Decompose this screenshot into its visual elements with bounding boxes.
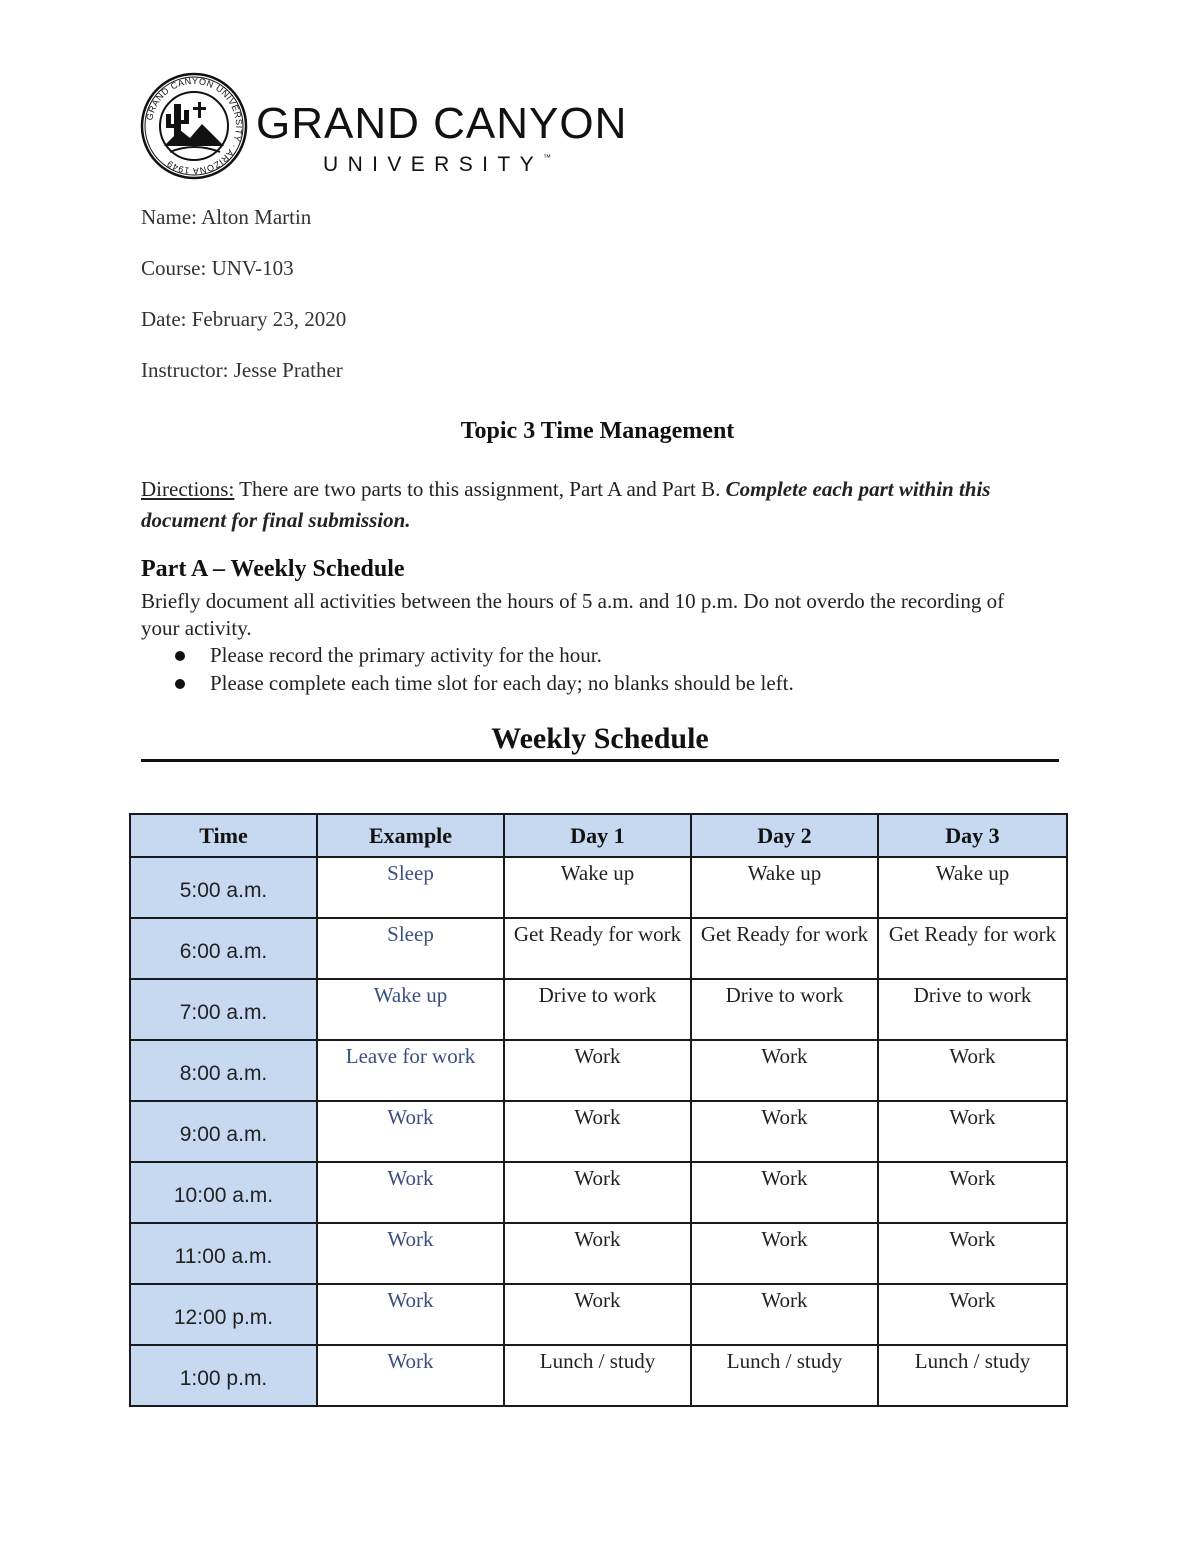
instructor: Instructor: Jesse Prather	[141, 358, 343, 382]
day-3-cell: Work	[878, 1284, 1067, 1345]
time-cell: 10:00 a.m.	[130, 1162, 317, 1223]
table-row	[130, 1101, 1067, 1162]
day-3-cell: Lunch / study	[878, 1345, 1067, 1406]
day-1-cell: Get Ready for work	[504, 918, 691, 979]
time-cell: 5:00 a.m.	[130, 857, 317, 918]
day-2-cell: Drive to work	[691, 979, 878, 1040]
title-divider	[141, 759, 1059, 762]
example-cell: Sleep	[317, 918, 504, 979]
day-3-cell: Wake up	[878, 857, 1067, 918]
time-cell: 6:00 a.m.	[130, 918, 317, 979]
table-row	[130, 1162, 1067, 1223]
day-3-cell: Work	[878, 1101, 1067, 1162]
day-1-cell: Work	[504, 1162, 691, 1223]
day-1-cell: Wake up	[504, 857, 691, 918]
weekly-schedule-table	[129, 813, 1068, 1407]
header-day-3: Day 3	[878, 814, 1067, 857]
example-cell: Work	[317, 1101, 504, 1162]
header-day-2: Day 2	[691, 814, 878, 857]
day-3-cell: Work	[878, 1162, 1067, 1223]
day-1-cell: Work	[504, 1223, 691, 1284]
university-logo	[140, 72, 628, 184]
time-cell: 12:00 p.m.	[130, 1284, 317, 1345]
example-cell: Work	[317, 1162, 504, 1223]
day-2-cell: Lunch / study	[691, 1345, 878, 1406]
example-cell: Sleep	[317, 857, 504, 918]
day-2-cell: Work	[691, 1223, 878, 1284]
part-a-heading: Part A – Weekly Schedule	[141, 556, 405, 582]
day-1-cell: Work	[504, 1101, 691, 1162]
university-seal-icon	[140, 72, 248, 180]
table-row	[130, 1345, 1067, 1406]
day-2-cell: Wake up	[691, 857, 878, 918]
directions-text: There are two parts to this assignment, Part A and Part B.	[234, 477, 726, 501]
header-example: Example	[317, 814, 504, 857]
day-1-cell: Drive to work	[504, 979, 691, 1040]
example-cell: Wake up	[317, 979, 504, 1040]
course: Course: UNV-103	[141, 256, 294, 280]
table-row	[130, 979, 1067, 1040]
wordmark-grand-canyon: GRAND CANYON	[256, 99, 628, 148]
day-2-cell: Work	[691, 1101, 878, 1162]
day-2-cell: Work	[691, 1162, 878, 1223]
bullet-icon	[175, 679, 185, 689]
part-a-description: Briefly document all activities between the hours of 5 a.m. and 10 p.m. Do not overdo the recording of your activity.	[141, 589, 1005, 640]
time-cell: 7:00 a.m.	[130, 979, 317, 1040]
day-3-cell: Work	[878, 1040, 1067, 1101]
day-3-cell: Work	[878, 1223, 1067, 1284]
time-cell: 8:00 a.m.	[130, 1040, 317, 1101]
instruction-list	[170, 641, 794, 697]
date: Date: February 23, 2020	[141, 307, 347, 331]
example-cell: Leave for work	[317, 1040, 504, 1101]
day-1-cell: Work	[504, 1040, 691, 1101]
day-3-cell: Drive to work	[878, 979, 1067, 1040]
directions	[141, 474, 1061, 536]
header-day-1: Day 1	[504, 814, 691, 857]
time-cell: 9:00 a.m.	[130, 1101, 317, 1162]
header-time: Time	[130, 814, 317, 857]
day-1-cell: Lunch / study	[504, 1345, 691, 1406]
table-row	[130, 1284, 1067, 1345]
student-name: Name: Alton Martin	[141, 205, 312, 229]
directions-label: Directions:	[141, 477, 235, 501]
table-row	[130, 857, 1067, 918]
svg-text:GRAND CANYON UNIVERSITY · ARIZ: GRAND CANYON UNIVERSITY · ARIZONA 1949	[144, 75, 245, 177]
schedule-title: Weekly Schedule	[491, 722, 709, 755]
bullet-icon	[175, 651, 185, 661]
example-cell: Work	[317, 1223, 504, 1284]
table-header-row	[130, 814, 1067, 857]
table-row	[130, 1040, 1067, 1101]
table-row	[130, 1223, 1067, 1284]
day-1-cell: Work	[504, 1284, 691, 1345]
directions-emphasis: Complete each part within this document for final submission.	[141, 477, 991, 532]
example-cell: Work	[317, 1345, 504, 1406]
time-cell: 11:00 a.m.	[130, 1223, 317, 1284]
example-cell: Work	[317, 1284, 504, 1345]
wordmark-university: UNIVERSITY™	[323, 153, 552, 176]
time-cell: 1:00 p.m.	[130, 1345, 317, 1406]
document-title: Topic 3 Time Management	[460, 418, 735, 444]
day-3-cell: Get Ready for work	[878, 918, 1067, 979]
list-item: Please record the primary activity for the hour.	[170, 641, 794, 669]
day-2-cell: Work	[691, 1284, 878, 1345]
day-2-cell: Work	[691, 1040, 878, 1101]
table-row	[130, 918, 1067, 979]
day-2-cell: Get Ready for work	[691, 918, 878, 979]
list-item: Please complete each time slot for each day; no blanks should be left.	[170, 669, 794, 697]
